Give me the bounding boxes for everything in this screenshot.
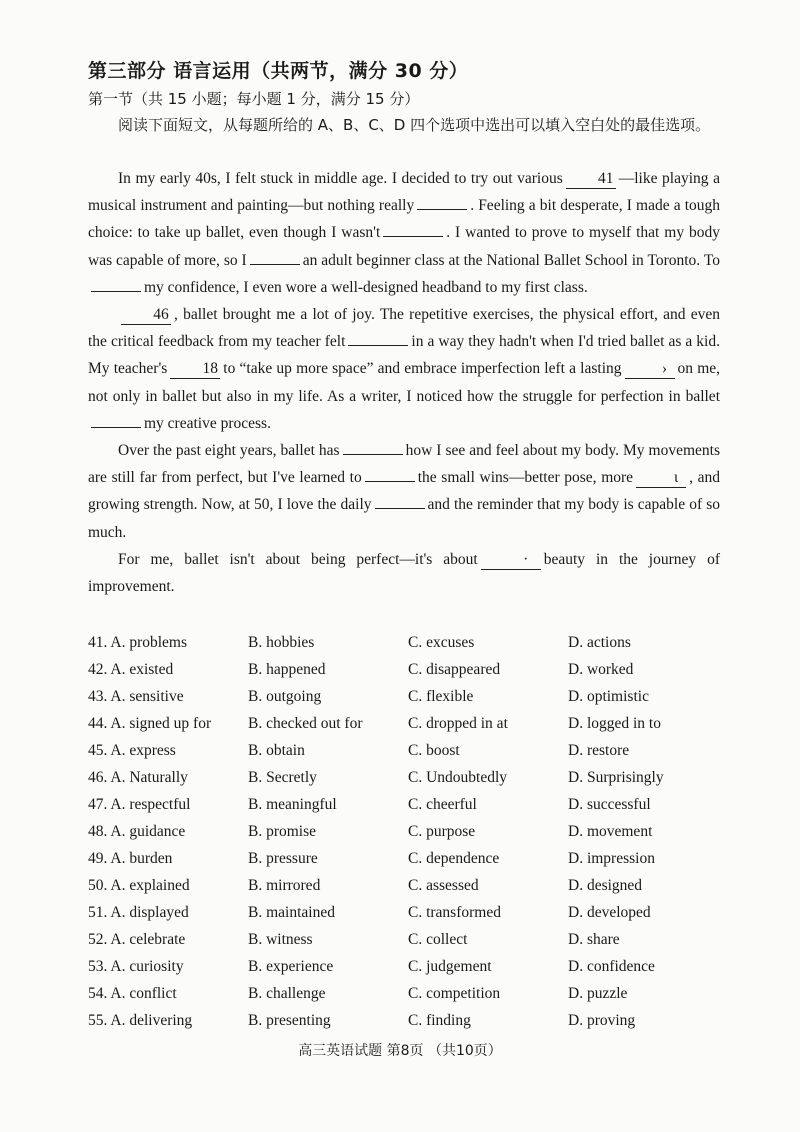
passage-text: on me, not only in ballet but also in my life. As a writer, I noticed how the struggle for perfection in ballet	[88, 360, 721, 405]
blank-41: 41	[566, 170, 616, 189]
option-c: C. judgement	[408, 957, 492, 975]
option-b: B. meaningful	[248, 795, 337, 813]
option-c: C. flexible	[408, 687, 474, 705]
page-footer: 高三英语试题 第8页 （共10页）	[298, 1043, 502, 1059]
option-row-54	[88, 980, 728, 1007]
option-a: 45. A. express	[88, 741, 176, 759]
blank-47	[348, 345, 408, 346]
option-d: D. designed	[568, 876, 643, 894]
paragraph-1	[88, 165, 720, 301]
option-c: C. disappeared	[408, 660, 501, 678]
option-d: D. Surprisingly	[568, 768, 664, 786]
blank-55: ·	[481, 551, 541, 570]
option-a: 51. A. displayed	[88, 903, 189, 921]
option-c: C. boost	[408, 741, 460, 759]
option-d: D. successful	[568, 795, 651, 813]
option-d: D. worked	[568, 660, 634, 678]
passage-text: For me, ballet isn't about being perfect—it's about	[118, 550, 478, 568]
option-c: C. dependence	[408, 849, 500, 867]
passage-text: —like playing a musical instrument and painting—but nothing really	[88, 170, 720, 215]
option-row-42	[88, 656, 728, 683]
option-c: C. transformed	[408, 903, 501, 921]
passage-text: and the reminder that my body is capable of so much.	[88, 496, 720, 541]
passage-text: . Feeling a bit desperate, I made a tough choice: to take up ballet, even though I wasn't	[88, 197, 721, 242]
option-a: 47. A. respectful	[88, 795, 191, 813]
option-d: D. movement	[568, 822, 653, 840]
option-row-48	[88, 818, 728, 845]
option-b: B. mirrored	[248, 876, 321, 894]
option-d: D. developed	[568, 903, 651, 921]
option-d: D. impression	[568, 849, 655, 867]
option-d: D. puzzle	[568, 984, 628, 1002]
passage-text: . I wanted to prove to myself that my body was capable of more, so I	[88, 224, 720, 269]
blank-44	[250, 264, 300, 265]
option-a: 48. A. guidance	[88, 822, 186, 840]
option-c: C. assessed	[408, 876, 479, 894]
blank-53: ι	[636, 469, 686, 488]
cloze-passage	[88, 165, 720, 600]
option-c: C. competition	[408, 984, 501, 1002]
option-a: 54. A. conflict	[88, 984, 177, 1002]
option-row-45	[88, 737, 728, 764]
option-row-52	[88, 926, 728, 953]
option-row-50	[88, 872, 728, 899]
option-d: D. logged in to	[568, 714, 661, 732]
option-a: 46. A. Naturally	[88, 768, 188, 786]
option-a: 52. A. celebrate	[88, 930, 186, 948]
option-row-49	[88, 845, 728, 872]
blank-48: 18	[170, 360, 220, 379]
option-b: B. pressure	[248, 849, 318, 867]
option-d: D. proving	[568, 1011, 636, 1029]
passage-text: how I see and feel about my body. My movements are still far from perfect, but I've learned to	[88, 442, 720, 487]
passage-text: the small wins—better pose, more	[417, 469, 634, 487]
option-c: C. dropped in at	[408, 714, 508, 732]
option-row-53	[88, 953, 728, 980]
option-a: 53. A. curiosity	[88, 957, 184, 975]
paragraph-3	[88, 437, 720, 546]
option-a: 41. A. problems	[88, 633, 188, 651]
option-b: B. Secretly	[248, 768, 317, 786]
option-b: B. outgoing	[248, 687, 322, 705]
blank-43	[383, 236, 443, 237]
option-c: C. finding	[408, 1011, 471, 1029]
blank-42	[417, 209, 467, 210]
passage-text: , ballet brought me a lot of joy. The repetitive exercises, the physical effort, and even the critical feedback from my teacher felt	[88, 306, 720, 351]
option-c: C. collect	[408, 930, 468, 948]
option-d: D. optimistic	[568, 687, 649, 705]
blank-51	[343, 454, 403, 455]
option-b: B. promise	[248, 822, 317, 840]
section-title: 第三部分 语言运用（共两节，满分 30 分）	[88, 60, 469, 82]
option-a: 55. A. delivering	[88, 1011, 193, 1029]
paragraph-4	[88, 546, 720, 600]
option-b: B. witness	[248, 930, 313, 948]
option-d: D. share	[568, 930, 620, 948]
option-d: D. actions	[568, 633, 631, 651]
passage-text: beauty in the journey of improvement.	[88, 550, 720, 596]
passage-text: to “take up more space” and embrace imperfection left a lasting	[223, 360, 622, 378]
option-b: B. maintained	[248, 903, 335, 921]
option-row-51	[88, 899, 728, 926]
instructions: 阅读下面短文，从每题所给的 A、B、C、D 四个选项中选出可以填入空白处的最佳选项。	[118, 116, 711, 134]
blank-46: 46	[121, 306, 171, 325]
blank-50	[91, 427, 141, 428]
option-a: 50. A. explained	[88, 876, 190, 894]
passage-text: my confidence, I even wore a well-designed headband to my first class.	[144, 278, 588, 296]
option-b: B. checked out for	[248, 714, 363, 732]
option-c: C. cheerful	[408, 795, 477, 813]
answer-options	[88, 629, 728, 1034]
option-row-47	[88, 791, 728, 818]
option-c: C. excuses	[408, 633, 475, 651]
option-row-55	[88, 1007, 728, 1034]
option-a: 42. A. existed	[88, 660, 174, 678]
option-b: B. experience	[248, 957, 334, 975]
option-row-43	[88, 683, 728, 710]
option-b: B. presenting	[248, 1011, 331, 1029]
option-row-44	[88, 710, 728, 737]
option-b: B. obtain	[248, 741, 305, 759]
option-b: B. hobbies	[248, 633, 315, 651]
option-d: D. restore	[568, 741, 630, 759]
passage-text: , and growing strength. Now, at 50, I love the daily	[88, 469, 720, 514]
option-a: 49. A. burden	[88, 849, 173, 867]
blank-54	[375, 508, 425, 509]
option-a: 43. A. sensitive	[88, 687, 184, 705]
subsection-title: 第一节（共 15 小题；每小题 1 分，满分 15 分）	[88, 90, 420, 108]
blank-52	[365, 481, 415, 482]
option-row-46	[88, 764, 728, 791]
blank-49: ›	[625, 360, 675, 379]
option-d: D. confidence	[568, 957, 655, 975]
passage-text: my creative process.	[144, 414, 271, 432]
passage-text: Over the past eight years, ballet has	[118, 442, 340, 460]
paragraph-2	[88, 301, 720, 437]
passage-text: In my early 40s, I felt stuck in middle age. I decided to try out various	[118, 170, 563, 187]
option-c: C. purpose	[408, 822, 476, 840]
option-b: B. happened	[248, 660, 326, 678]
option-a: 44. A. signed up for	[88, 714, 212, 732]
passage-text: an adult beginner class at the National Ballet School in Toronto. To	[302, 251, 720, 269]
option-b: B. challenge	[248, 984, 326, 1002]
option-c: C. Undoubtedly	[408, 768, 508, 786]
option-row-41	[88, 629, 728, 656]
blank-45	[91, 291, 141, 292]
passage-text: in a way they hadn't when I'd tried ballet as a kid. My teacher's	[88, 333, 720, 378]
